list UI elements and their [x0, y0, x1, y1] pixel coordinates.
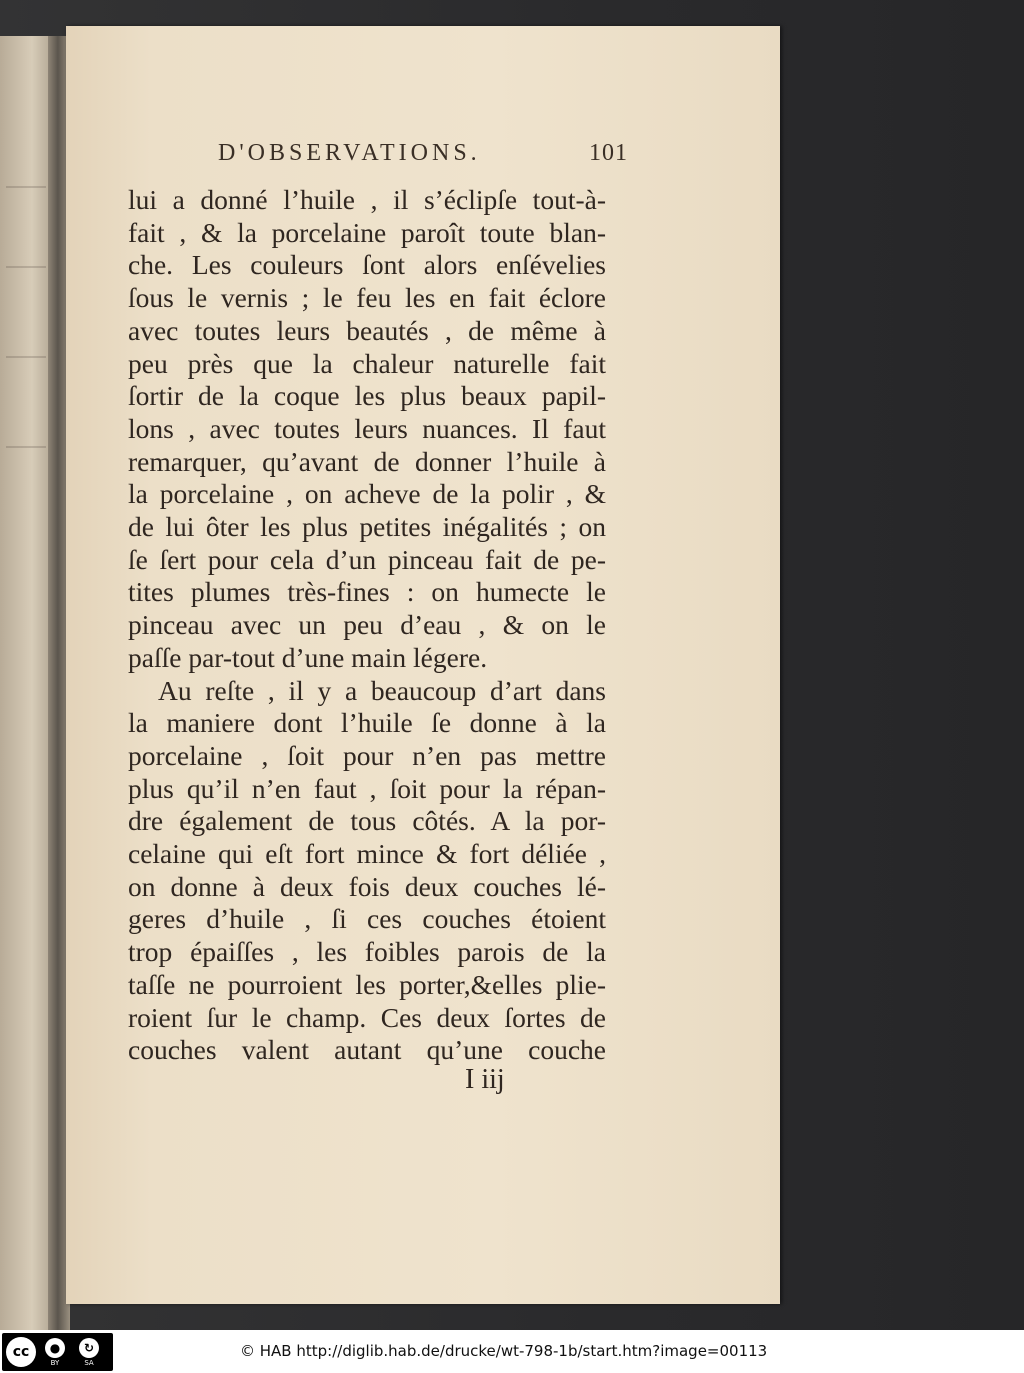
running-head: D'OBSERVATIONS. — [218, 140, 481, 166]
signature-mark: I iij — [465, 1064, 505, 1095]
text-line: taſſe ne pourroient les porter,&elles plie- — [128, 968, 606, 1000]
text-line: Au reſte , il y a beaucoup d’art dans — [158, 674, 606, 706]
text-line: la porcelaine , on acheve de la polir , & — [128, 478, 606, 510]
page-number: 101 — [589, 140, 628, 166]
page-header — [218, 140, 628, 176]
text-line: roient ſur le champ. Ces deux ſortes de — [128, 1001, 606, 1033]
text-line: tites plumes très-fines : on humecte le — [128, 576, 606, 608]
text-line: avec toutes leurs beautés , de même à — [128, 314, 606, 346]
bleed-through-mark — [6, 356, 46, 358]
text-line: porcelaine , ſoit pour n’en pas mettre — [128, 739, 606, 771]
text-line: che. Les couleurs ſont alors enſévelies — [128, 249, 606, 281]
text-line: plus qu’il n’en faut , ſoit pour la répan- — [128, 772, 606, 804]
text-line: ſortir de la coque les plus beaux papil- — [128, 380, 606, 412]
sa-label: SA — [84, 1358, 94, 1367]
text-line: pinceau avec un peu d’eau , & on le — [128, 609, 606, 641]
text-line: lons , avec toutes leurs nuances. Il faut — [128, 412, 606, 444]
body-text — [128, 184, 606, 1067]
text-line: lui a donné l’huile , il s’éclipſe tout-à- — [128, 184, 606, 215]
bleed-through-mark — [6, 186, 46, 188]
text-line: ſe ſert pour cela d’un pinceau fait de pe- — [128, 543, 606, 575]
bleed-through-mark — [6, 266, 46, 268]
by-label: BY — [50, 1358, 60, 1367]
text-line: de lui ôter les plus petites inégalités ; on — [128, 511, 606, 543]
text-line: peu près que la chaleur naturelle fait — [128, 347, 606, 379]
cc-license-badge[interactable] — [2, 1333, 113, 1371]
footer-bar — [0, 1330, 1024, 1373]
text-line: la maniere dont l’huile ſe donne à la — [128, 707, 606, 739]
text-line: ſous le vernis ; le feu les en fait éclore — [128, 282, 606, 314]
text-line: dre également de tous côtés. A la por- — [128, 805, 606, 837]
text-line: celaine qui eſt fort mince & fort déliée , — [128, 838, 606, 870]
text-line: remarquer, qu’avant de donner l’huile à — [128, 445, 606, 477]
text-line: on donne à deux fois deux couches lé- — [128, 870, 606, 902]
text-line: geres d’huile , ſi ces couches étoient — [128, 903, 606, 935]
text-line: couches valent autant qu’une couche — [128, 1034, 606, 1066]
text-line: fait , & la porcelaine paroît toute blan- — [128, 216, 606, 248]
text-line: trop épaiſſes , les foibles parois de la — [128, 936, 606, 968]
person-icon: ● — [45, 1338, 65, 1358]
sa-icon — [74, 1338, 104, 1367]
by-icon — [40, 1338, 70, 1367]
share-alike-icon: ↻ — [79, 1338, 99, 1358]
cc-icon: cc — [6, 1337, 36, 1367]
text-line: paſſe par-tout d’une main légere. — [128, 641, 488, 673]
bleed-through-mark — [6, 446, 46, 448]
copyright-link[interactable]: © HAB http://diglib.hab.de/drucke/wt-798-1b/start.htm?image=00113 — [240, 1342, 768, 1360]
